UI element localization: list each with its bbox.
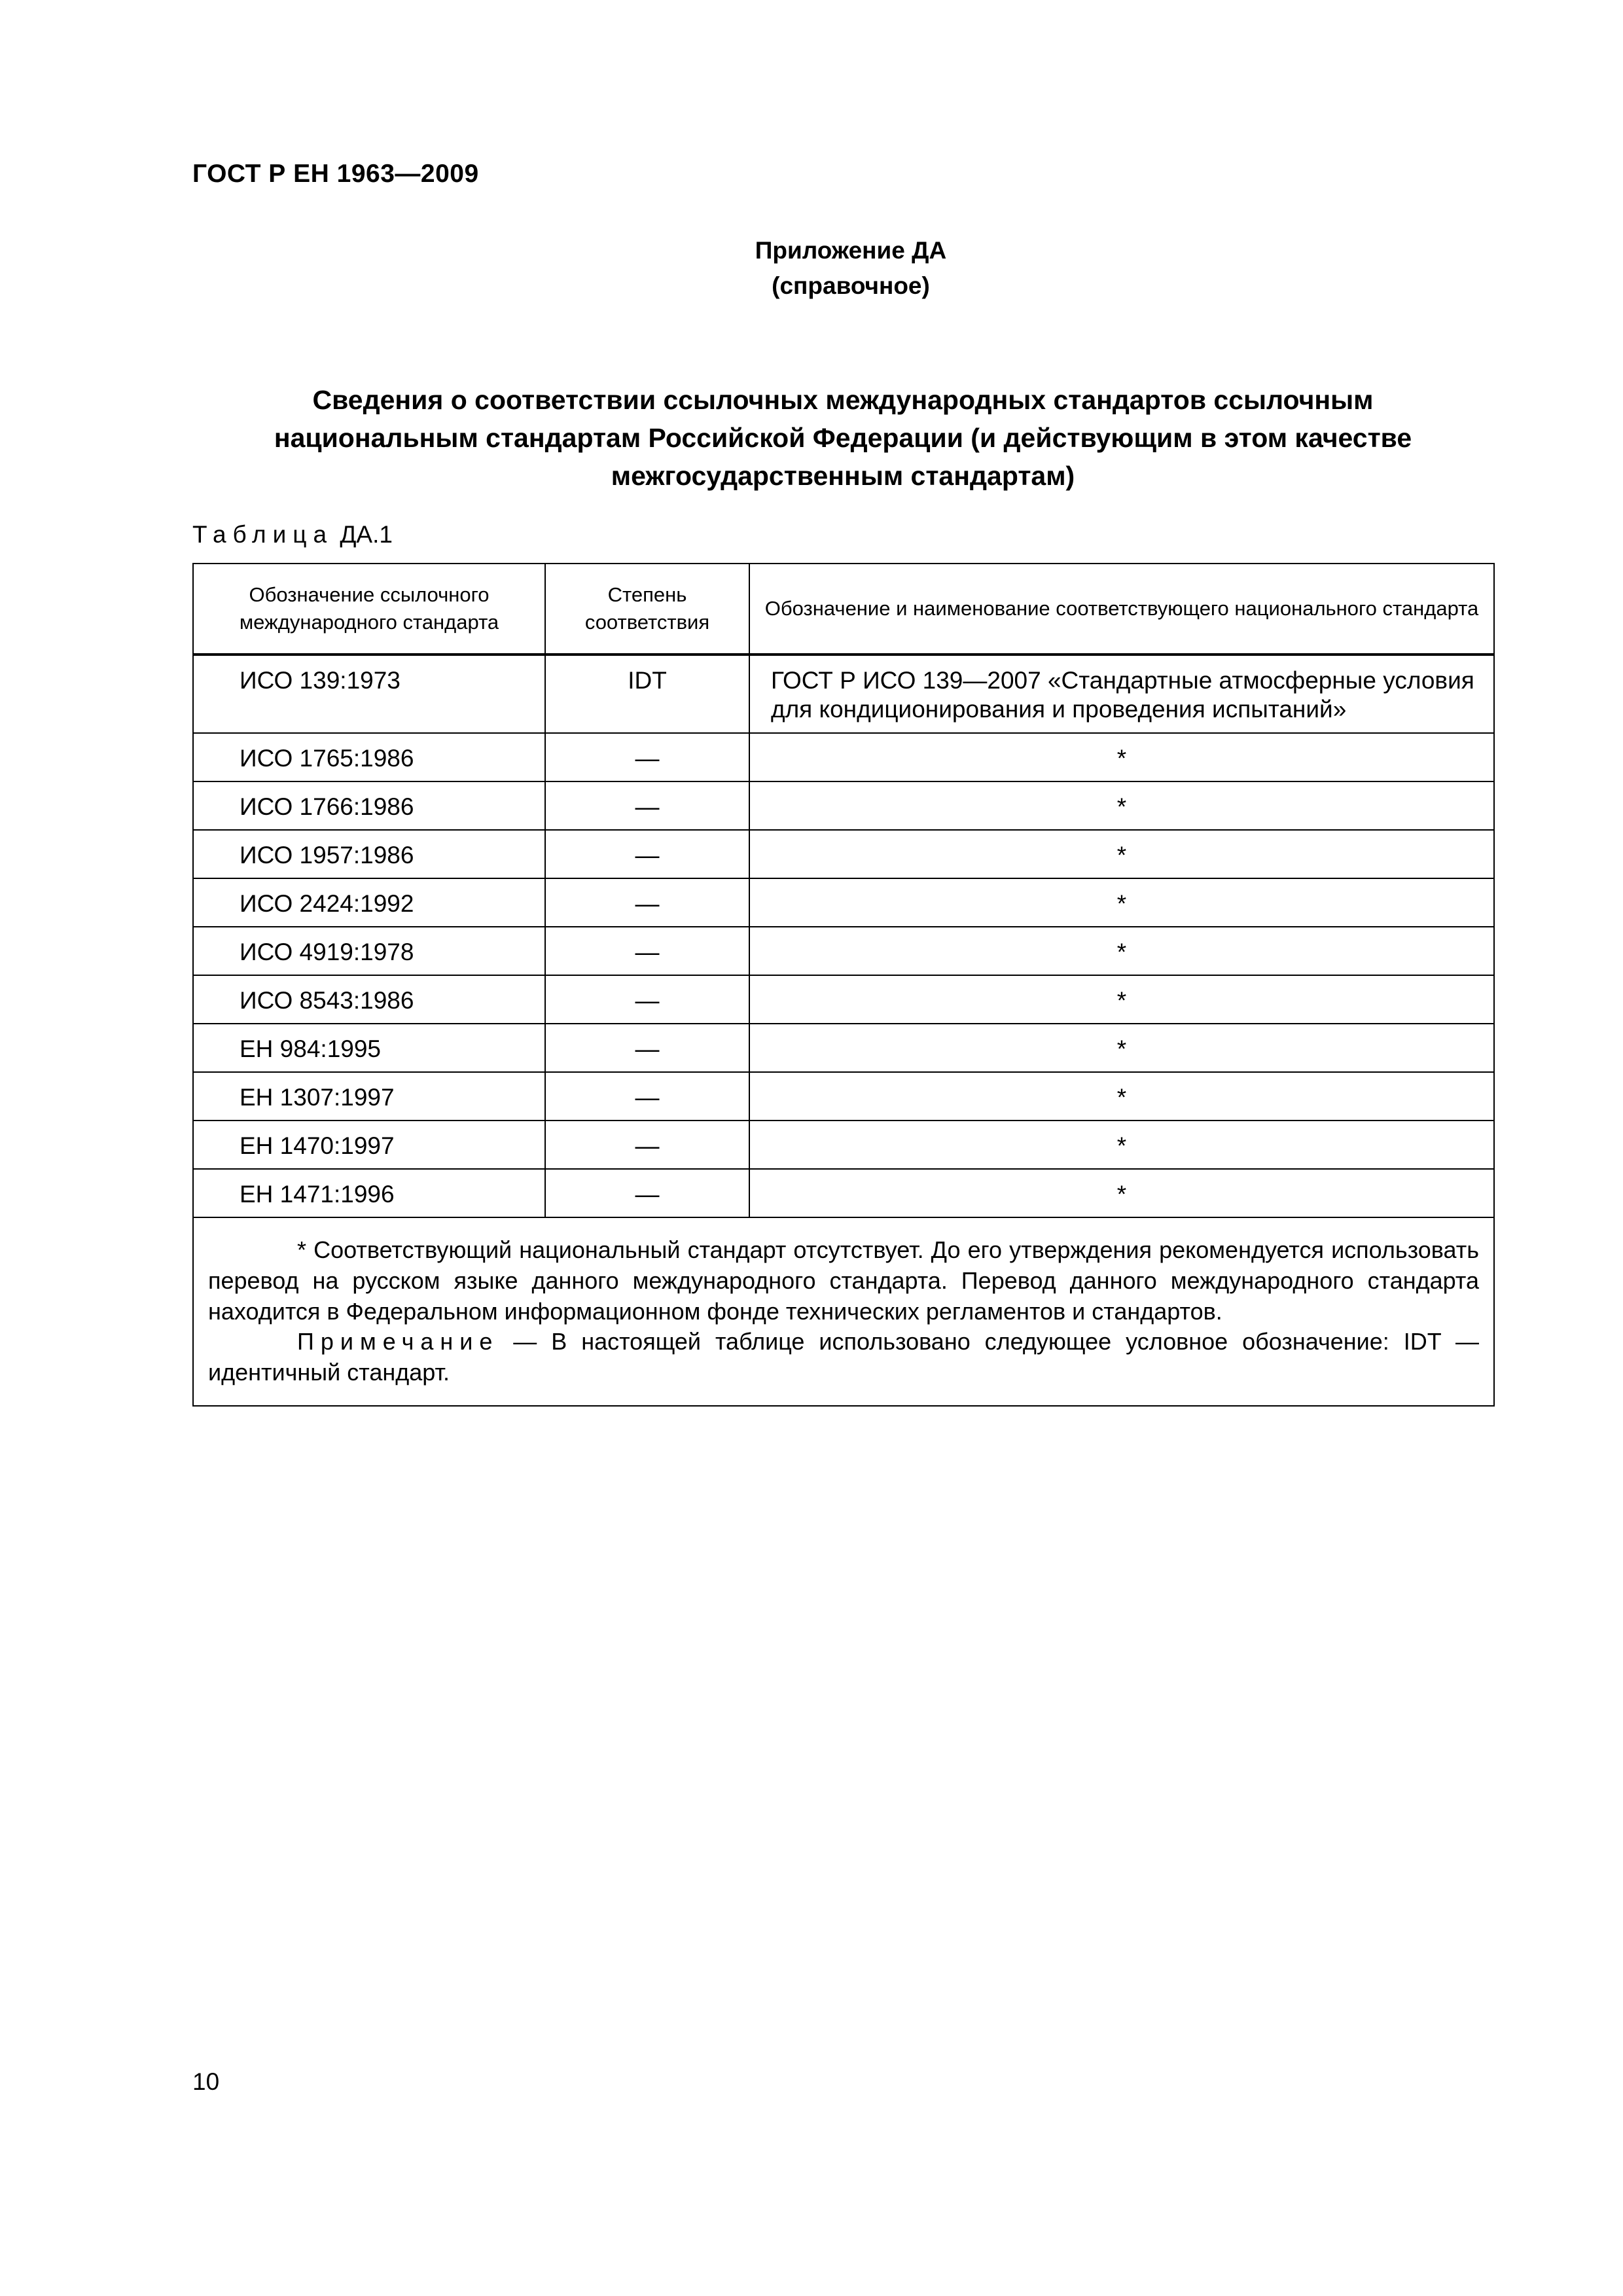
table-row (193, 927, 1494, 975)
national-standard-cell: * (749, 878, 1494, 927)
table-footnote: * Соответствующий национальный стандарт отсутствует. До его утверждения рекомендуется использовать перевод на русском языке данного международного стандарта. Перевод данного международного стандарта находится в Федеральном информационном фонде технических регламентов и стандартов. (208, 1236, 1479, 1325)
table-row (193, 975, 1494, 1024)
intl-standard-cell: ИСО 1957:1986 (193, 830, 545, 878)
section-title-line: национальным стандартам Российской Федерации (и действующим в этом качестве (274, 423, 1412, 454)
intl-standard-cell: ЕН 1471:1996 (193, 1169, 545, 1217)
intl-standard-cell: ИСО 1765:1986 (193, 733, 545, 781)
table-footnote-row (193, 1217, 1494, 1406)
table-row (193, 830, 1494, 878)
national-standard-cell: ГОСТ Р ИСО 139—2007 «Стандартные атмосферные условия для кондиционирования и проведения испытаний» (749, 655, 1494, 733)
correspondence-table (192, 563, 1495, 1407)
annex-heading (654, 233, 1047, 303)
section-title (192, 381, 1493, 495)
degree-cell: — (545, 781, 749, 830)
page-number: 10 (192, 2068, 220, 2095)
annex-title: Приложение ДА (755, 237, 947, 264)
national-standard-cell: * (749, 1169, 1494, 1217)
table-row (193, 1169, 1494, 1217)
section-title-line: Сведения о соответствии ссылочных международных стандартов ссылочным (312, 385, 1374, 415)
table-row (193, 878, 1494, 927)
degree-cell: — (545, 1024, 749, 1072)
national-standard-cell: * (749, 927, 1494, 975)
degree-cell: — (545, 878, 749, 927)
national-standard-cell: * (749, 1024, 1494, 1072)
national-standard-cell: * (749, 733, 1494, 781)
note-label: Примечание (297, 1328, 499, 1355)
intl-standard-cell: ИСО 8543:1986 (193, 975, 545, 1024)
table-row (193, 781, 1494, 830)
annex-status: (справочное) (772, 272, 930, 299)
intl-standard-cell: ЕН 984:1995 (193, 1024, 545, 1072)
degree-cell: IDT (545, 655, 749, 733)
table-row (193, 733, 1494, 781)
national-standard-cell: * (749, 830, 1494, 878)
national-standard-cell: * (749, 781, 1494, 830)
degree-cell: — (545, 733, 749, 781)
column-header-intl-standard: Обозначение ссылочного международного стандарта (193, 564, 545, 655)
degree-cell: — (545, 975, 749, 1024)
table-header-row (193, 564, 1494, 655)
intl-standard-cell: ИСО 1766:1986 (193, 781, 545, 830)
table-row (193, 1072, 1494, 1121)
column-header-degree: Степень соответствия (545, 564, 749, 655)
table-caption-label: Таблица (192, 521, 334, 548)
degree-cell: — (545, 1169, 749, 1217)
table-row (193, 655, 1494, 733)
document-number: ГОСТ Р ЕН 1963—2009 (192, 160, 479, 188)
column-header-national-standard: Обозначение и наименование соответствующего национального стандарта (749, 564, 1494, 655)
table-row (193, 1024, 1494, 1072)
degree-cell: — (545, 927, 749, 975)
intl-standard-cell: ЕН 1307:1997 (193, 1072, 545, 1121)
degree-cell: — (545, 830, 749, 878)
table-row (193, 1121, 1494, 1169)
intl-standard-cell: ЕН 1470:1997 (193, 1121, 545, 1169)
table-caption-number: ДА.1 (340, 521, 393, 548)
degree-cell: — (545, 1121, 749, 1169)
table-note (208, 1327, 1479, 1388)
degree-cell: — (545, 1072, 749, 1121)
national-standard-cell: * (749, 975, 1494, 1024)
intl-standard-cell: ИСО 2424:1992 (193, 878, 545, 927)
national-standard-cell: * (749, 1121, 1494, 1169)
national-standard-cell: * (749, 1072, 1494, 1121)
table-caption (192, 521, 393, 548)
intl-standard-cell: ИСО 4919:1978 (193, 927, 545, 975)
table-footnote-cell (193, 1217, 1494, 1406)
section-title-line: межгосударственным стандартам) (611, 461, 1075, 492)
intl-standard-cell: ИСО 139:1973 (193, 655, 545, 733)
note-text: — В настоящей таблице использовано следующее условное обозначение: IDT — идентичный стандарт. (208, 1328, 1479, 1386)
